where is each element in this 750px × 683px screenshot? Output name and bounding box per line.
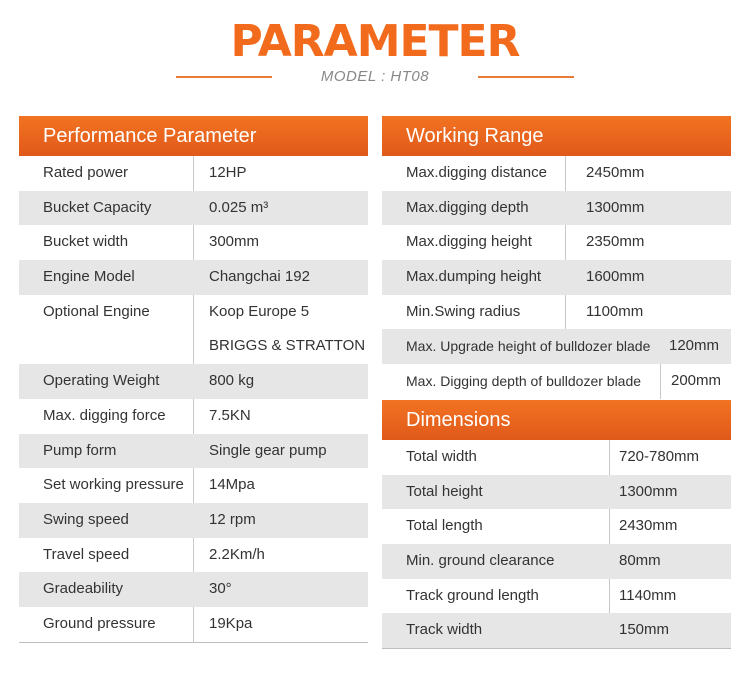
param-name: Track ground length bbox=[406, 586, 539, 604]
dimensions-table bbox=[382, 440, 731, 648]
table-row bbox=[19, 329, 368, 364]
page-title: PARAMETER bbox=[230, 16, 520, 67]
table-row bbox=[382, 613, 731, 648]
param-value: 19Kpa bbox=[209, 614, 253, 632]
param-name: Swing speed bbox=[43, 510, 129, 528]
param-name: Pump form bbox=[43, 441, 117, 459]
working-range-header: Working Range bbox=[382, 116, 731, 156]
param-value: 7.5KN bbox=[209, 406, 251, 424]
table-row bbox=[382, 475, 731, 510]
param-value: 0.025 m³ bbox=[209, 198, 269, 216]
table-row bbox=[19, 538, 368, 573]
param-name: Max. digging force bbox=[43, 406, 166, 424]
param-value: 12HP bbox=[209, 164, 247, 181]
param-value: 1140mm bbox=[619, 586, 677, 604]
param-value: 720-780mm bbox=[619, 448, 700, 465]
table-row bbox=[382, 364, 731, 399]
table-row bbox=[19, 260, 368, 295]
param-name: Min.Swing radius bbox=[406, 302, 521, 320]
table-row bbox=[382, 156, 731, 191]
working-range-table bbox=[382, 156, 731, 399]
table-row bbox=[19, 191, 368, 226]
param-value: 300mm bbox=[209, 233, 260, 251]
param-value: 1300mm bbox=[619, 482, 678, 500]
param-name: Max.digging height bbox=[406, 233, 532, 251]
table-row bbox=[19, 607, 368, 642]
model-subtitle: MODEL : HT08 bbox=[320, 68, 430, 85]
param-name: Ground pressure bbox=[43, 614, 156, 632]
table-row bbox=[382, 509, 731, 544]
param-name: Total height bbox=[406, 482, 483, 500]
table-row bbox=[19, 434, 368, 469]
param-name: Engine Model bbox=[43, 268, 135, 286]
param-name: Bucket Capacity bbox=[43, 198, 152, 216]
param-name: Max. Digging depth of bulldozer blade bbox=[406, 373, 642, 390]
param-name: Total length bbox=[406, 517, 483, 535]
dimensions-header: Dimensions bbox=[382, 400, 731, 440]
param-name: Travel speed bbox=[43, 545, 130, 563]
table-row bbox=[382, 329, 731, 364]
param-value: BRIGGS & STRATTON bbox=[209, 337, 366, 355]
dimensions-panel bbox=[382, 400, 731, 649]
table-row bbox=[19, 295, 368, 330]
table-row bbox=[382, 295, 731, 330]
param-name: Operating Weight bbox=[43, 372, 160, 390]
param-value: 200mm bbox=[671, 372, 722, 390]
param-value: 2.2Km/h bbox=[209, 545, 265, 563]
param-name: Rated power bbox=[43, 164, 129, 181]
table-row bbox=[382, 191, 731, 226]
performance-header: Performance Parameter bbox=[19, 116, 368, 156]
param-name: Max.digging depth bbox=[406, 198, 529, 216]
param-value: 800 kg bbox=[209, 372, 255, 390]
table-row bbox=[19, 503, 368, 538]
performance-table bbox=[19, 156, 368, 642]
param-value: 2430mm bbox=[619, 517, 678, 535]
param-name: Bucket width bbox=[43, 233, 129, 251]
table-row bbox=[382, 579, 731, 614]
param-value: 12 rpm bbox=[209, 510, 256, 528]
param-name: Gradeability bbox=[43, 580, 124, 598]
dimensions-bottom-border bbox=[382, 648, 731, 649]
performance-bottom-border bbox=[19, 642, 368, 643]
param-name: Max.digging distance bbox=[406, 164, 547, 181]
param-value: 120mm bbox=[669, 337, 720, 355]
table-row bbox=[19, 572, 368, 607]
table-row bbox=[19, 225, 368, 260]
param-value: Koop Europe 5 bbox=[209, 302, 310, 320]
param-value: 30° bbox=[209, 580, 232, 598]
param-name: Total width bbox=[406, 448, 477, 465]
param-name: Min. ground clearance bbox=[406, 552, 555, 570]
table-row bbox=[19, 156, 368, 191]
param-name: Max.dumping height bbox=[406, 268, 542, 286]
table-row bbox=[382, 260, 731, 295]
param-value: Single gear pump bbox=[209, 441, 327, 459]
table-row bbox=[19, 364, 368, 399]
param-value: 1600mm bbox=[586, 268, 645, 286]
table-row bbox=[382, 440, 731, 475]
table-row bbox=[19, 468, 368, 503]
param-name: Optional Engine bbox=[43, 302, 150, 320]
param-name: Track width bbox=[406, 621, 483, 639]
param-value: 2350mm bbox=[586, 233, 645, 251]
title-divider-right bbox=[478, 76, 574, 78]
table-row bbox=[382, 544, 731, 579]
param-value: 14Mpa bbox=[209, 476, 255, 494]
param-value: 150mm bbox=[619, 621, 670, 639]
param-value: 1300mm bbox=[586, 198, 645, 216]
param-value: 1100mm bbox=[586, 302, 644, 320]
table-row bbox=[19, 399, 368, 434]
table-row bbox=[382, 225, 731, 260]
param-value: 2450mm bbox=[586, 164, 645, 181]
performance-panel bbox=[19, 116, 368, 643]
param-name: Max. Upgrade height of bulldozer blade bbox=[406, 338, 651, 355]
param-value: Changchai 192 bbox=[209, 268, 310, 286]
working-range-panel bbox=[382, 116, 731, 399]
param-value: 80mm bbox=[619, 552, 661, 570]
param-name: Set working pressure bbox=[43, 476, 184, 494]
